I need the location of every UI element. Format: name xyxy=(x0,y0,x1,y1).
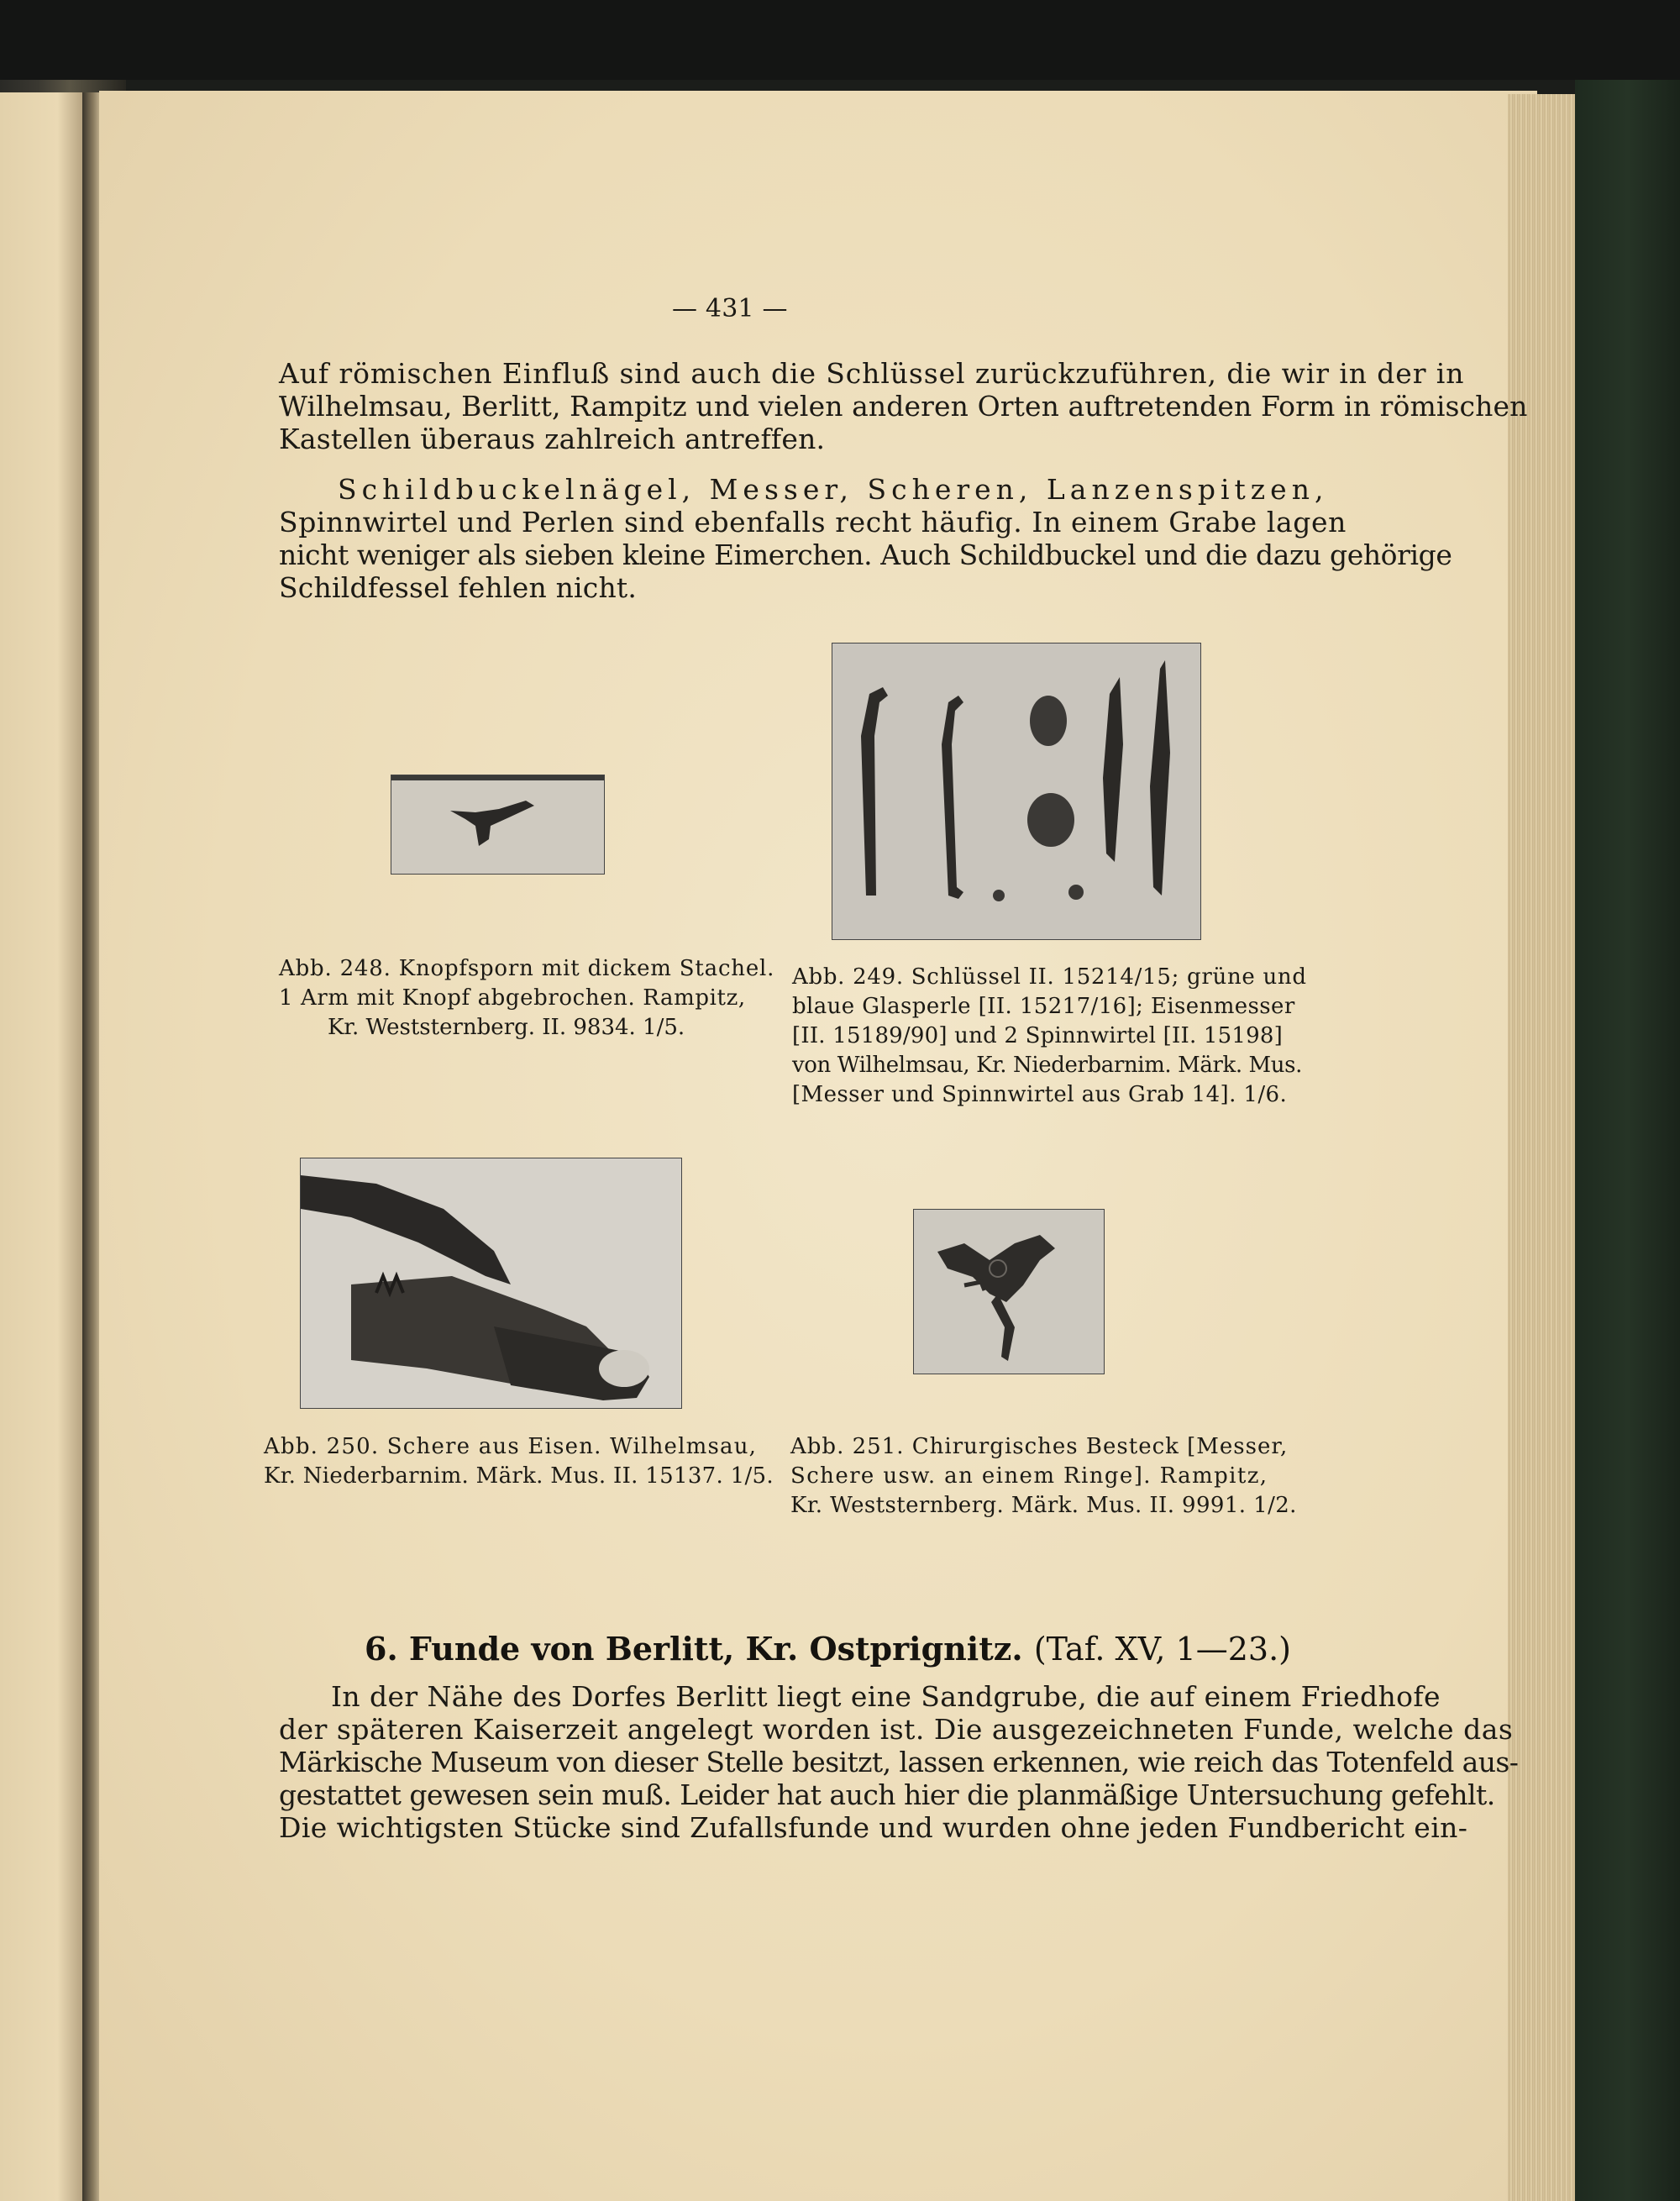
book-cover xyxy=(1575,80,1680,2201)
text-line: Die wichtigsten Stücke sind Zufallsfunde und wurden ohne jeden Fundbericht ein- xyxy=(279,1811,1468,1844)
text-line: In der Nähe des Dorfes Berlitt liegt eine Sandgrube, die auf einem Friedhofe xyxy=(331,1680,1441,1713)
caption-line: Abb. 249. Schlüssel II. 15214/15; grüne und xyxy=(792,964,1307,990)
text-line: nicht weniger als sieben kleine Eimerchen. Auch Schildbuckel und die dazu gehörige xyxy=(279,538,1452,571)
figure-251-caption xyxy=(790,1432,1297,1521)
text-line: Auf römischen Einfluß sind auch die Schlüssel zurückzuführen, die wir in der in xyxy=(279,357,1465,390)
caption-line: Abb. 248. Knopfsporn mit dickem Stachel. xyxy=(279,956,775,981)
section-heading xyxy=(365,1630,1291,1668)
caption-line: [Messer und Spinnwirtel aus Grab 14]. 1/6. xyxy=(792,1082,1288,1107)
caption-line: von Wilhelmsau, Kr. Niederbarnim. Märk. Mus. xyxy=(792,1053,1302,1078)
caption-line: Kr. Weststernberg. Märk. Mus. II. 9991. 1/2. xyxy=(790,1493,1297,1518)
section-heading-plate-ref: (Taf. XV, 1—23.) xyxy=(1033,1631,1292,1668)
caption-line: Kr. Weststernberg. II. 9834. 1/5. xyxy=(328,1015,685,1040)
paragraph-roman-influence xyxy=(279,357,1527,455)
page-number: — 431 — xyxy=(672,294,788,323)
figure-248-caption xyxy=(279,954,774,1043)
paragraph-finds-list xyxy=(279,473,1452,604)
figure-250-caption xyxy=(264,1432,774,1491)
text-line: der späteren Kaiserzeit angelegt worden ist. Die ausgezeichneten Funde, welche das xyxy=(279,1713,1514,1746)
caption-line: Kr. Niederbarnim. Märk. Mus. II. 15137. 1/5. xyxy=(264,1463,774,1489)
previous-page-edge xyxy=(0,92,82,2201)
caption-line: Abb. 251. Chirurgisches Besteck [Messer, xyxy=(790,1434,1289,1459)
figure-251-photo xyxy=(913,1209,1105,1374)
caption-line: blaue Glasperle [II. 15217/16]; Eisenmesser xyxy=(792,994,1295,1019)
text-line: Schildfessel fehlen nicht. xyxy=(279,571,638,604)
figure-248-photo xyxy=(391,775,605,875)
caption-line: Abb. 250. Schere aus Eisen. Wilhelmsau, xyxy=(264,1434,758,1459)
text-line: gestattet gewesen sein muß. Leider hat auch hier die planmäßige Untersuchung gefehlt. xyxy=(279,1778,1495,1811)
text-line: Spinnwirtel und Perlen sind ebenfalls recht häufig. In einem Grabe lagen xyxy=(279,506,1347,538)
caption-line: 1 Arm mit Knopf abgebrochen. Rampitz, xyxy=(279,985,746,1011)
paragraph-berlitt xyxy=(279,1680,1518,1844)
text-line: Kastellen überaus zahlreich antreffen. xyxy=(279,423,826,455)
page-gutter xyxy=(82,92,101,2201)
text-line: Schildbuckelnägel, Messer, Scheren, Lanzenspitzen, xyxy=(338,473,1329,506)
figure-249-caption xyxy=(792,963,1307,1110)
caption-line: [II. 15189/90] und 2 Spinnwirtel [II. 15198] xyxy=(792,1023,1283,1048)
caption-line: Schere usw. an einem Ringe]. Rampitz, xyxy=(790,1463,1268,1489)
section-heading-title: 6. Funde von Berlitt, Kr. Ostprignitz. xyxy=(365,1630,1023,1668)
text-line: Märkische Museum von dieser Stelle besitzt, lassen erkennen, wie reich das Totenfeld aus- xyxy=(279,1746,1519,1778)
scan-background xyxy=(0,0,1680,80)
figure-249-photo xyxy=(832,643,1201,940)
figure-250-photo xyxy=(300,1158,682,1409)
text-line: Wilhelmsau, Berlitt, Rampitz und vielen anderen Orten auftretenden Form in römischen xyxy=(279,390,1528,423)
